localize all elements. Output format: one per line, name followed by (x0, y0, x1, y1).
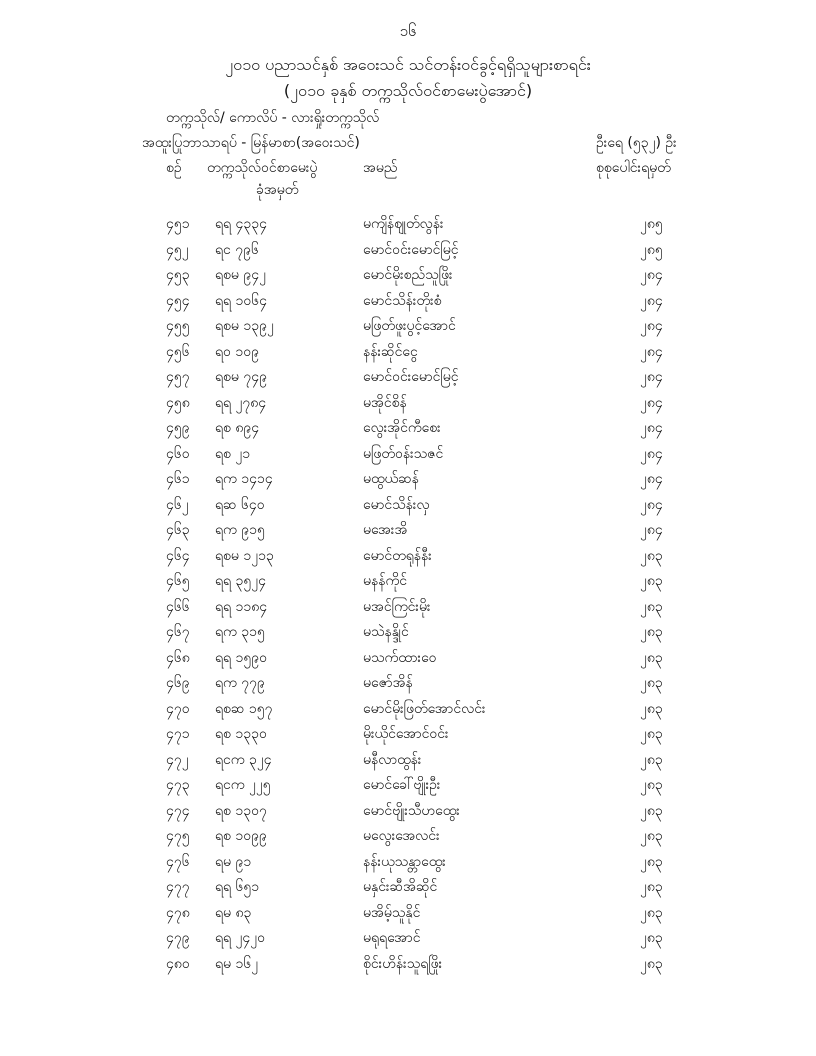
table-row (0, 468, 816, 490)
name-cell: မောင်သိန်းလှ (363, 496, 430, 513)
roll-number-cell: ရစ ၁၃၃၀ (215, 726, 267, 742)
table-row (0, 213, 816, 235)
roll-number-cell: ရရ ၁၀၆၄ (215, 292, 268, 309)
table-row (0, 290, 816, 312)
quota-line: ဦးရေ (၅၃၂) ဦး (596, 135, 677, 151)
table-row (0, 443, 816, 465)
serial-cell: ၄၆၂ (166, 496, 189, 513)
marks-cell: ၂၈၄ (640, 522, 663, 538)
roll-number-cell: ရစမ ၁၃၉၂ (215, 318, 274, 334)
roll-number-cell: ရစဆ ၁၅၇ (215, 700, 273, 717)
serial-cell: ၄၅၂ (166, 241, 189, 258)
marks-cell: ၂၈၃ (640, 598, 663, 615)
roll-number-cell: ရဆ ၆၄၀ (215, 496, 265, 513)
name-cell: မအင်ကြင်းမိုး (363, 598, 431, 615)
serial-cell: ၄၅၆ (166, 343, 190, 360)
marks-cell: ၂၈၄ (640, 420, 663, 436)
roll-number-cell: ရင ၇၉၆ (215, 241, 259, 258)
serial-cell: ၄၇၀ (166, 700, 190, 717)
roll-number-cell: ရဝ ၁၀၉ (215, 343, 259, 360)
marks-cell: ၂၈၃ (640, 751, 663, 768)
roll-number-cell: ရရ ၆၅၁ (215, 879, 260, 895)
name-cell: မလွေးအေလင်း (363, 828, 440, 844)
name-cell: မိုးယိုင်အောင်ဝင်း (363, 726, 449, 742)
column-header-roll: တက္ကသိုလ်ဝင်စာမေးပွဲ (207, 160, 318, 176)
marks-cell: ၂၈၄ (640, 445, 663, 462)
roll-number-cell: ရမ ၉၁ (215, 853, 252, 870)
roll-number-cell: ရရ ၄၃၃၄ (215, 216, 268, 232)
page-number: ၁၆ (399, 22, 417, 40)
serial-cell: ၄၅၉ (166, 420, 190, 436)
marks-cell: ၂၈၄ (640, 496, 663, 513)
table-row (0, 392, 816, 414)
serial-cell: ၄၆၄ (166, 547, 190, 564)
marks-cell: ၂၈၃ (640, 777, 663, 793)
serial-cell: ၄၇၁ (166, 726, 190, 742)
marks-cell: ၂၈၃ (640, 624, 663, 640)
serial-cell: ၄၅၇ (166, 369, 190, 385)
table-row (0, 341, 816, 363)
serial-cell: ၄၇၈ (166, 904, 190, 921)
table-row (0, 774, 816, 796)
name-cell: မောင်ဝင်းမောင်မြင့် (363, 241, 459, 258)
roll-number-cell: ရစ ၂၁ (215, 445, 251, 462)
name-cell: မနှင်းဆီအိဆိုင် (363, 879, 438, 895)
table-row (0, 315, 816, 337)
marks-cell: ၂၈၄ (640, 292, 663, 309)
table-row (0, 749, 816, 771)
serial-cell: ၄၆၀ (166, 445, 190, 462)
table-row (0, 366, 816, 388)
marks-cell: ၂၈၄ (640, 343, 663, 360)
serial-cell: ၄၇၃ (166, 777, 190, 793)
roll-number-cell: ရက ၉၁၅ (215, 522, 265, 538)
table-row (0, 570, 816, 592)
name-cell: မကျိန်ဈုတ်လွန်း (363, 216, 444, 232)
name-cell: စိုင်းဟိန်းသူရဖြိုး (363, 955, 443, 972)
marks-cell: ၂၈၃ (640, 828, 663, 844)
table-row (0, 698, 816, 720)
name-cell: မထွယ်ဆန် (363, 471, 419, 487)
marks-cell: ၂၈၃ (640, 573, 663, 589)
marks-cell: ၂၈၃ (640, 955, 663, 972)
marks-cell: ၂၈၃ (640, 675, 663, 691)
name-cell: မောင်သိန်းတိုးစံ (363, 292, 442, 309)
table-row (0, 239, 816, 261)
name-cell: မဖြတ်ဝန်းသဇင် (363, 445, 444, 462)
marks-cell: ၂၈၃ (640, 904, 663, 921)
serial-cell: ၄၆၉ (166, 675, 190, 691)
table-row (0, 417, 816, 439)
marks-cell: ၂၈၃ (640, 649, 663, 666)
name-cell: မောင်မိုးဖြတ်အောင်လင်း (363, 700, 486, 717)
serial-cell: ၄၇၂ (166, 751, 189, 768)
table-row (0, 647, 816, 669)
roll-number-cell: ရက ၁၄၁၄ (215, 471, 273, 487)
serial-cell: ၄၅၁ (166, 216, 190, 232)
name-cell: လွေးအိုင်ကီစေး (363, 420, 441, 436)
roll-number-cell: ရစမ ၉၄၂ (215, 267, 266, 283)
university-line: တက္ကသိုလ်/ ကောလိပ် - လားရှိုးတက္ကသိုလ် (166, 110, 380, 126)
table-row (0, 723, 816, 745)
table-row (0, 672, 816, 694)
serial-cell: ၄၆၈ (166, 649, 190, 666)
marks-cell: ၂၈၄ (640, 318, 663, 334)
roll-number-cell: ရစမ ၇၄၉ (215, 369, 267, 385)
roll-number-cell: ရမ ၁၆၂ (215, 955, 259, 972)
serial-cell: ၄၆၆ (166, 598, 190, 615)
table-row (0, 851, 816, 873)
name-cell: မအိမ့်သူနိုင် (363, 904, 421, 921)
column-header-name: အမည် (363, 160, 398, 176)
name-cell: မောင်ခေါ်ဗျိုးဦး (363, 777, 441, 793)
name-cell: မနီလာထွန်း (363, 751, 422, 768)
serial-cell: ၄၆၇ (166, 624, 190, 640)
name-cell: မဇော်အိန် (363, 675, 413, 691)
serial-cell: ၄၇၆ (166, 853, 190, 870)
name-cell: နန်းယုသန္တာထွေး (363, 853, 446, 870)
marks-cell: ၂၈၃ (640, 802, 663, 819)
marks-cell: ၂၈၅ (640, 216, 663, 232)
name-cell: နန်းဆိုင်ငွေ (363, 343, 418, 360)
serial-cell: ၄၅၃ (166, 267, 190, 283)
title-block (0, 52, 816, 104)
serial-cell: ၄၆၅ (166, 573, 190, 589)
roll-number-cell: ရမ ၈၃ (215, 904, 252, 921)
table-row (0, 264, 816, 286)
table-row (0, 800, 816, 822)
marks-cell: ၂၈၃ (640, 879, 663, 895)
name-cell: မောင်မိုးစည်သူဖြိုး (363, 267, 453, 283)
name-cell: မောင်တရုန်နီး (363, 547, 432, 564)
roll-number-cell: ရစ ၁၀၉၉ (215, 828, 267, 844)
column-header-roll-sub: ခုံအမှတ် (256, 182, 299, 198)
serial-cell: ၄၇၅ (166, 828, 190, 844)
name-cell: မောင်ဝင်းမောင်မြင့် (363, 369, 459, 385)
table-row (0, 876, 816, 898)
table-row (0, 953, 816, 975)
roll-number-cell: ရရ ၁၁၈၄ (215, 598, 268, 615)
roll-number-cell: ရငက ၂၂၅ (215, 777, 271, 793)
marks-cell: ၂၈၄ (640, 267, 663, 283)
serial-cell: ၄၇၇ (166, 879, 190, 895)
name-cell: မအိုင်စိန် (363, 394, 407, 411)
roll-number-cell: ရရ ၂၇၈၄ (215, 394, 267, 411)
table-row (0, 519, 816, 541)
roll-number-cell: ရရ ၁၅၉၀ (215, 649, 268, 666)
table-row (0, 545, 816, 567)
marks-cell: ၂၈၃ (640, 853, 663, 870)
document-subtitle: (၂၀၁၀ ခုနှစ် တက္ကသိုလ်ဝင်စာမေးပွဲအောင်) (283, 81, 533, 100)
roll-number-cell: ရရ ၂၄၂၀ (215, 930, 266, 946)
marks-cell: ၂၈၃ (640, 547, 663, 564)
name-cell: မအေးအိ (363, 522, 408, 538)
name-cell: မဖြတ်ဖူးပွင့်အောင် (363, 318, 456, 334)
marks-cell: ၂၈၄ (640, 369, 663, 385)
serial-cell: ၄၅၄ (166, 292, 190, 309)
roll-number-cell: ရစ ၈၉၄ (215, 420, 260, 436)
marks-cell: ၂၈၃ (640, 726, 663, 742)
serial-cell: ၄၅၈ (166, 394, 190, 411)
table-row (0, 927, 816, 949)
name-cell: မသဲနန္ဒိုင် (363, 624, 409, 640)
serial-cell: ၄၇၄ (166, 802, 190, 819)
name-cell: မောင်ဗျိုးသီဟထွေး (363, 802, 460, 819)
roll-number-cell: ရစမ ၁၂၁၃ (215, 547, 274, 564)
roll-number-cell: ရက ၇၇၉ (215, 675, 265, 691)
roll-number-cell: ရက ၃၁၅ (215, 624, 265, 640)
name-cell: မနန်ကိုင် (363, 573, 407, 589)
marks-cell: ၂၈၅ (640, 241, 663, 258)
serial-cell: ၄၆၃ (166, 522, 190, 538)
marks-cell: ၂၈၄ (640, 394, 663, 411)
serial-cell: ၄၅၅ (166, 318, 190, 334)
column-header-marks: စုစုပေါင်းရမှတ် (596, 160, 671, 176)
serial-cell: ၄၆၁ (166, 471, 190, 487)
name-cell: မသက်ထားဝေ (363, 649, 437, 666)
table-row (0, 825, 816, 847)
table-row (0, 494, 816, 516)
roll-number-cell: ရရ ၃၅၂၄ (215, 573, 267, 589)
name-cell: မရုရအောင် (363, 930, 421, 946)
subject-line: အထူးပြုဘာသာရပ် - မြန်မာစာ(အဝေးသင်) (142, 135, 360, 151)
marks-cell: ၂၈၃ (640, 700, 663, 717)
table-row (0, 596, 816, 618)
table-row (0, 621, 816, 643)
marks-cell: ၂၈၄ (640, 471, 663, 487)
roll-number-cell: ရစ ၁၃၀၇ (215, 802, 267, 819)
serial-cell: ၄၈၀ (166, 955, 190, 972)
serial-cell: ၄၇၉ (166, 930, 190, 946)
roll-number-cell: ရငက ၃၂၄ (215, 751, 272, 768)
table-row (0, 902, 816, 924)
marks-cell: ၂၈၃ (640, 930, 663, 946)
document-title: ၂၀၁၀ ပညာသင်နှစ် အဝေးသင် သင်တန်းဝင်ခွင့်ရရှိသူများစာရင်း (225, 55, 591, 74)
column-header-serial: စဉ် (166, 160, 182, 176)
